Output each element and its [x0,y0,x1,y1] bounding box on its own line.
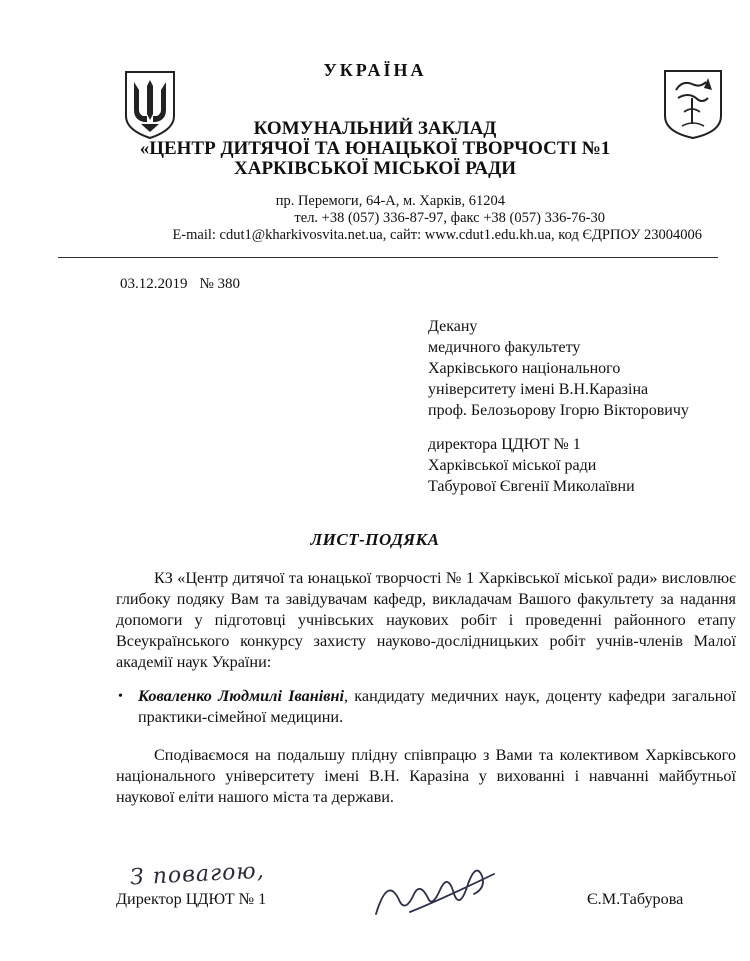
recipient-line: Декану [428,318,478,335]
sender-line: Харківської міської ради [428,457,597,474]
contact-line: E-mail: cdut1@kharkivosvita.net.ua, сайт: www.cdut1.edu.kh.ua, код ЄДРПОУ 23004006 [172,227,702,243]
country-name: УКРАЇНА [323,60,427,80]
bullet-text [138,686,736,728]
recipient-line: медичного факультету [428,339,581,356]
document-date: 03.12.2019 [120,276,188,292]
sender-line: директора ЦДЮТ № 1 [428,436,581,453]
honoree-name: Коваленко Людмилі Іванівні [138,687,344,705]
signatory-role: Директор ЦДЮТ № 1 [116,890,267,908]
honoree-details: , кандидату медичних наук, доценту кафедри загальної практики-сімейної медицини. [138,687,736,726]
address-line: пр. Перемоги, 64-А, м. Харків, 61204 [275,193,505,209]
bullet-icon: • [118,689,123,704]
phone-line: тел. +38 (057) 336-87-97, факс +38 (057) 336-76-30 [294,210,605,226]
letter-title: ЛИСТ-ПОДЯКА [310,530,440,549]
sender-line: Табурової Євгенії Миколаївни [428,478,635,495]
body-paragraph-1: КЗ «Центр дитячої та юнацької творчості № 1 Харківської міської ради» висловлює глибоку подяку Вам та завідувачам кафедр, викладачам Вашого факультету за надання допомоги у підготовці учнівських наукових робіт і проведенні районного етапу Всеукраїнського конкурсу захисту науково-дослідницьких робіт учнів-членів Малої академії наук України: [116,569,736,671]
signatory-name: Є.М.Табурова [587,890,684,908]
header-divider [58,257,718,258]
recipient-line: університету імені В.Н.Каразіна [428,381,649,398]
body-paragraph-2: Сподіваємося на подальшу плідну співпрацю з Вами та колективом Харківського національного університету імені В.Н. Каразіна у вихованні і навчанні майбутньої наукової еліти нашого міста та держави. [116,746,736,806]
handwritten-signature [370,854,500,926]
document-reference [120,276,240,293]
document-number: № 380 [199,276,241,292]
handwritten-note: З повагою, [129,858,266,891]
institution-line-3: ХАРКІВСЬКОЇ МІСЬКОЇ РАДИ [234,158,516,179]
institution-line-1: КОМУНАЛЬНИЙ ЗАКЛАД [253,118,497,139]
recipient-line: проф. Белозьорову Ігорю Вікторовичу [428,402,689,419]
institution-line-2: «ЦЕНТР ДИТЯЧОЇ ТА ЮНАЦЬКОЇ ТВОРЧОСТІ №1 [139,138,611,159]
recipient-line: Харківського національного [428,360,621,377]
